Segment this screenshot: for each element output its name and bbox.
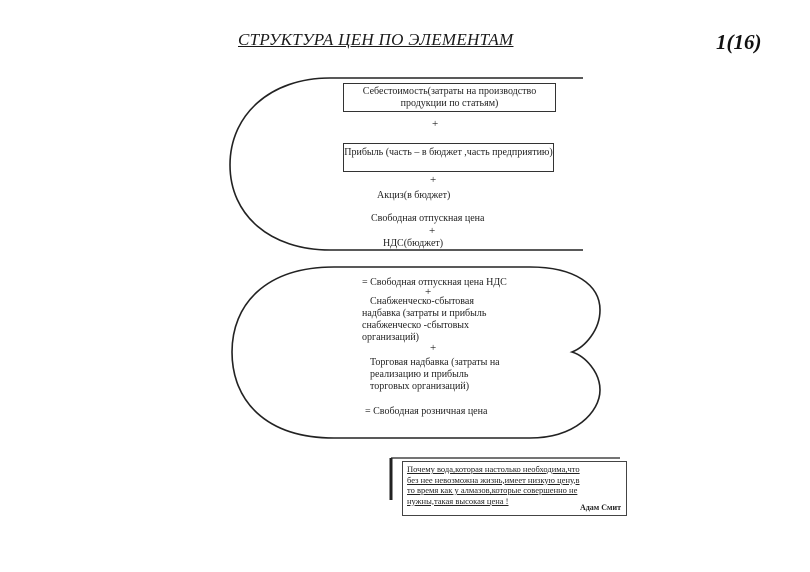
excise-label: Акциз(в бюджет) <box>377 190 451 201</box>
supply-markup-line: надбавка (затраты и прибыль <box>362 308 487 319</box>
trade-markup-line: торговых организаций) <box>370 381 470 392</box>
quote-line: то время как у алмазов,которые совершенно не <box>407 485 578 495</box>
retail-price-label: = Свободная розничная цена <box>365 406 488 417</box>
cost-box: Себестоимость(затраты на производство продукции по статьям) <box>343 83 556 112</box>
quote-line: нужны,такая высокая цена ! <box>407 495 509 506</box>
supply-markup-line: организаций) <box>362 332 420 343</box>
trade-markup-line: Торговая надбавка (затраты на <box>370 357 500 368</box>
plus-sign: + <box>429 225 436 237</box>
plus-sign: + <box>425 286 432 298</box>
quote-author: Адам Смит <box>579 502 621 512</box>
plus-sign: + <box>430 342 437 354</box>
plus-sign: + <box>432 118 439 130</box>
supply-markup-line: снабженческо -сбытовых <box>362 320 470 331</box>
profit-box: Прибыль (часть – в бюджет ,часть предприятию) <box>343 143 554 172</box>
supply-markup-line: Снабженческо-сбытовая <box>370 296 474 307</box>
vat-label: НДС(бюджет) <box>383 238 444 249</box>
page-title: СТРУКТУРА ЦЕН ПО ЭЛЕМЕНТАМ <box>238 30 514 49</box>
plus-sign: + <box>430 174 437 186</box>
trade-markup-line: реализацию и прибыль <box>370 369 469 380</box>
page-number: 1(16) <box>716 30 762 54</box>
free-price-label: Свободная отпускная цена <box>371 213 485 224</box>
quote-line: Почему вода,которая настолько необходима,что <box>407 464 580 474</box>
quote-line: без нее невозможна жизнь,имеет низкую цену,в <box>407 474 580 485</box>
free-price-vat-label: = Свободная отпускная цена НДС <box>362 277 507 288</box>
quote-box <box>402 461 627 516</box>
